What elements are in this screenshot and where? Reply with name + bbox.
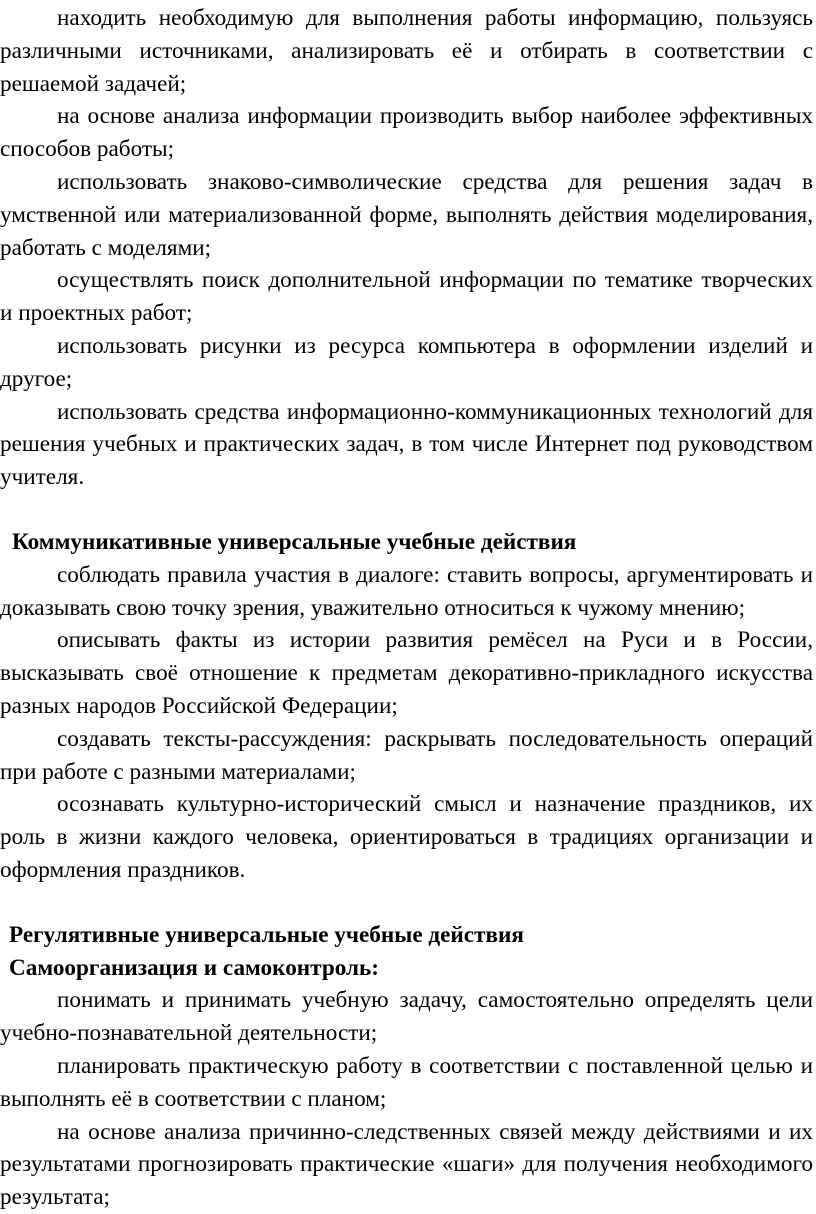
paragraph: осознавать культурно-исторический смысл и назначение праздников, их роль в жизни каждого человека, ориентироваться в традициях организации и оформления праздников. [0, 791, 813, 883]
paragraph: использовать средства информационно-коммуникационных технологий для решения учебных и практических задач, в том числе Интернет под руководством учителя. [0, 398, 813, 491]
paragraph: планировать практическую работу в соответствии с поставленной целью и выполнять её в соответствии с планом; [0, 1052, 813, 1112]
paragraph: на основе анализа причинно-следственных связей между действиями и их результатами прогнозировать практические «шаги» для получения необходимого результата; [0, 1118, 813, 1211]
paragraph: на основе анализа информации производить выбор наиболее эффективных способов работы; [0, 103, 813, 163]
paragraph: соблюдать правила участия в диалоге: ставить вопросы, аргументировать и доказывать свою точку зрения, уважительно относиться к чужому мнению; [0, 561, 813, 621]
paragraph: понимать и принимать учебную задачу, самостоятельно определять цели учебно-познавательной деятельности; [0, 987, 813, 1047]
paragraph: использовать знаково-символические средства для решения задач в умственной или материализованной форме, выполнять действия моделирования, работать с моделями; [0, 168, 813, 261]
paragraph: находить необходимую для выполнения работы информацию, пользуясь различными источниками, анализировать её и отбирать в соответствии с решаемой задачей; [0, 5, 813, 97]
paragraph: создавать тексты-рассуждения: раскрывать последовательность операций при работе с разными материалами; [0, 725, 813, 785]
section-heading-regulatory: Регулятивные универсальные учебные действия [9, 921, 524, 948]
paragraph: осуществлять поиск дополнительной информации по тематике творческих и проектных работ; [0, 267, 813, 327]
section-heading-communicative: Коммуникативные универсальные учебные действия [12, 528, 577, 555]
paragraph: описывать факты из истории развития ремёсел на Руси и в России, высказывать своё отношение к предметам декоративно-прикладного искусства разных народов Российской Федерации; [0, 627, 813, 719]
paragraph: использовать рисунки из ресурса компьютера в оформлении изделий и другое; [0, 332, 813, 392]
subsection-heading-self-organization: Самоорганизация и самоконтроль: [9, 954, 379, 981]
